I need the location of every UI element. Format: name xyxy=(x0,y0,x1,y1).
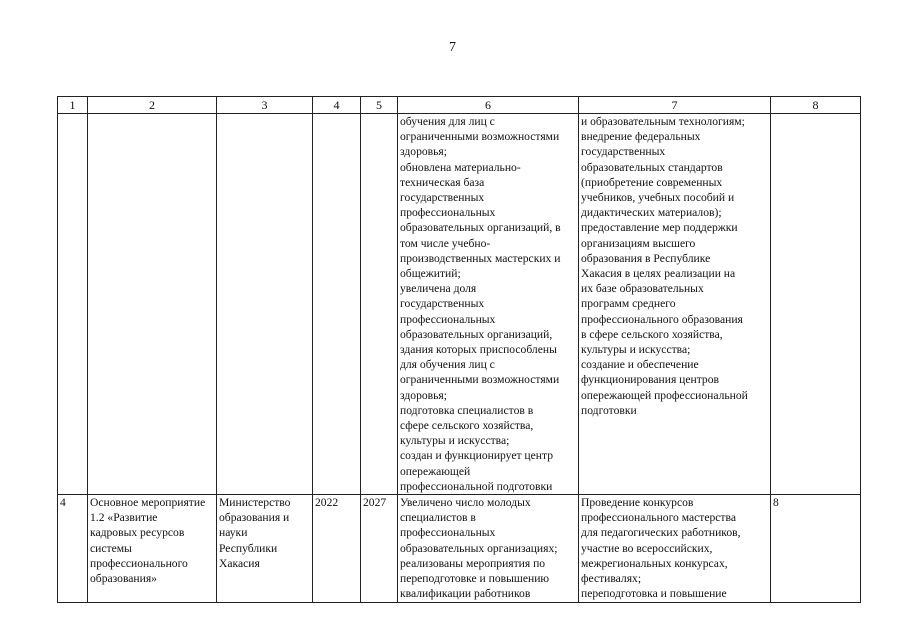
cell-executor: Министерство образования и науки Республики Хакасия xyxy=(217,495,313,602)
cell-end-year: 2027 xyxy=(361,495,398,602)
header-col-7: 7 xyxy=(579,97,771,114)
header-col-2: 2 xyxy=(88,97,217,114)
cell-activity-name xyxy=(88,114,217,495)
cell-expected-result: Увеличено число молодых специалистов в профессиональных образовательных организациях; реализованы мероприятия по переподготовке и повышению квалификации работников xyxy=(398,495,579,602)
header-col-8: 8 xyxy=(771,97,861,114)
program-table xyxy=(57,96,861,603)
cell-end-year xyxy=(361,114,398,495)
page-number: 7 xyxy=(449,40,456,55)
cell-executor xyxy=(217,114,313,495)
header-col-6: 6 xyxy=(398,97,579,114)
cell-start-year: 2022 xyxy=(313,495,361,602)
cell-number xyxy=(58,114,88,495)
cell-main-directions: Проведение конкурсов профессионального мастерства для педагогических работников, участие во всероссийских, межрегиональных конкурсах, фестивалях; переподготовка и повышение xyxy=(579,495,771,602)
table-row-continuation xyxy=(58,114,861,495)
header-row xyxy=(58,97,861,114)
cell-indicator: 8 xyxy=(771,495,861,602)
header-col-3: 3 xyxy=(217,97,313,114)
cell-start-year xyxy=(313,114,361,495)
cell-activity-name: Основное мероприятие 1.2 «Развитие кадровых ресурсов системы профессионального образования» xyxy=(88,495,217,602)
cell-expected-result: обучения для лиц с ограниченными возможностями здоровья; обновлена материально- техническая база государственных профессиональных образовательных организаций, в том числе учебно- производственных мастерских и общежитий; увеличена доля государственных профессиональных образовательных организаций, здания которых приспособлены для обучения лиц с ограниченными возможностями здоровья; подготовка специалистов в сфере сельского хозяйства, культуры и искусства; создан и функционирует центр опережающей профессиональной подготовки xyxy=(398,114,579,495)
table-row xyxy=(58,495,861,602)
cell-indicator xyxy=(771,114,861,495)
header-col-5: 5 xyxy=(361,97,398,114)
cell-number: 4 xyxy=(58,495,88,602)
cell-main-directions: и образовательным технологиям; внедрение федеральных государственных образовательных стандартов (приобретение современных учебников, учебных пособий и дидактических материалов); предоставление мер поддержки организациям высшего образования в Республике Хакасия в целях реализации на их базе образовательных программ среднего профессионального образования в сфере сельского хозяйства, культуры и искусства; создание и обеспечение функционирования центров опережающей профессиональной подготовки xyxy=(579,114,771,495)
header-col-1: 1 xyxy=(58,97,88,114)
header-col-4: 4 xyxy=(313,97,361,114)
